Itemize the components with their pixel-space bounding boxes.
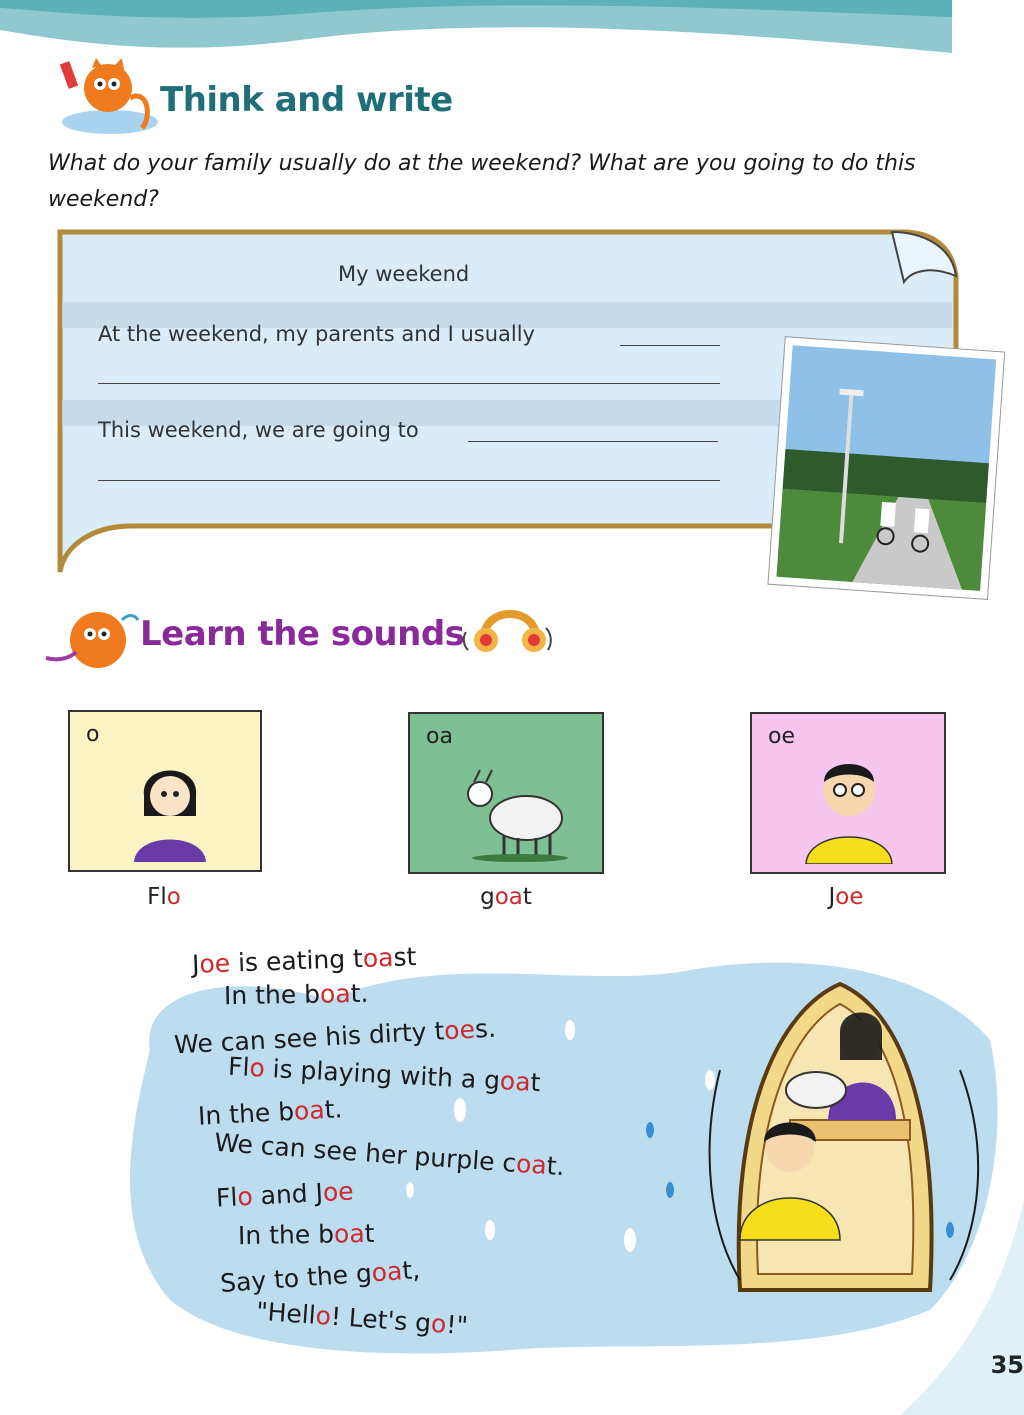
poem-line-hl: oa [515, 1148, 548, 1180]
sound-card-oa [408, 712, 604, 874]
word-goat-pre: g [480, 884, 495, 910]
poem-line-pre: In the b [237, 1219, 335, 1251]
poem-line-post: and J [251, 1178, 324, 1211]
poem-line [238, 1219, 375, 1250]
learn-the-sounds-title: Learn the sounds [140, 614, 465, 654]
poem-line-hl2: oa [499, 1066, 532, 1097]
poem-line-post2: !" [445, 1309, 469, 1341]
poem-line-hl: o [248, 1052, 266, 1083]
poem-line-post2: st [392, 942, 417, 972]
poem-line-pre: In the b [223, 979, 321, 1011]
poem-line-pre: In the b [197, 1096, 295, 1131]
sound-card-o [68, 710, 262, 872]
poem-line-pre: "Hell [255, 1296, 317, 1330]
cat-listening-icon [42, 600, 142, 692]
answer-blank-1b[interactable] [98, 383, 720, 384]
poem-line-post2: t [529, 1067, 542, 1098]
poem-line-hl: oe [443, 1014, 476, 1046]
flo-character-icon [130, 752, 210, 862]
answer-blank-2b[interactable] [98, 480, 720, 481]
poem-line-hl: o [236, 1181, 254, 1212]
poem-line-hl: oa [319, 979, 351, 1009]
writing-prompt: What do your family usually do at the weekend? What are you going to do this weekend? [48, 151, 916, 212]
sentence-starter-1: At the weekend, my parents and I usually [98, 322, 535, 346]
poem-line-pre: Fl [227, 1051, 251, 1082]
joe-character-icon [802, 748, 896, 864]
poem-line-hl: o [314, 1300, 332, 1331]
poem-line [224, 979, 369, 1011]
poem-line-pre: We can see her purple c [213, 1127, 518, 1178]
word-joe [786, 884, 906, 910]
poem-line-hl: oa [333, 1218, 365, 1249]
poem-line-hl: oa [370, 1256, 404, 1288]
poem-line-post: ! Let's g [329, 1301, 433, 1338]
boat-illustration [700, 970, 990, 1300]
page-number: 35 [990, 1351, 1024, 1379]
poem-line-hl: oa [293, 1095, 326, 1126]
sound-label-oe: oe [768, 724, 795, 749]
poem-line-post: s. [474, 1013, 497, 1044]
poem-line-pre: We can see his dirty t [173, 1016, 445, 1060]
cycling-park-photo [760, 336, 1010, 610]
poem-line-post: t. [323, 1094, 344, 1125]
poem-line-post: is eating t [229, 943, 364, 978]
sound-label-oa: oa [426, 724, 453, 749]
goat-icon [460, 764, 570, 864]
panel-title: My weekend [338, 262, 470, 286]
poem-line-post: t, [401, 1255, 421, 1286]
sound-card-oe [750, 712, 946, 874]
poem-line-pre: J [191, 949, 200, 979]
answer-blank-1a[interactable] [620, 345, 720, 346]
poem-line-hl: oe [198, 948, 231, 979]
word-goat [446, 884, 566, 910]
poem-line-pre: Say to the g [219, 1258, 373, 1298]
poem-line-hl2: oa [362, 942, 394, 973]
word-goat-post: t [522, 884, 532, 910]
poem-line-hl2: oe [322, 1176, 355, 1207]
poem-line-hl2: o [430, 1308, 448, 1339]
headphones-icon [462, 602, 558, 658]
poem-line-post: t. [545, 1151, 566, 1182]
sound-label-o: o [86, 722, 100, 747]
word-flo [104, 884, 224, 910]
word-flo-pre: Fl [147, 884, 167, 910]
answer-blank-2a[interactable] [468, 441, 718, 442]
word-joe-pre: J [828, 884, 836, 910]
cat-mascot-icon [52, 58, 158, 138]
poem-line-pre: Fl [215, 1182, 239, 1213]
word-joe-highlight: oe [835, 884, 864, 910]
word-flo-highlight: o [166, 884, 181, 910]
poem-line-post: is playing with a g [264, 1053, 501, 1096]
word-goat-highlight: oa [494, 884, 523, 910]
sentence-starter-2: This weekend, we are going to [98, 418, 419, 442]
poem-line-post: t [364, 1218, 375, 1248]
think-and-write-title: Think and write [160, 80, 453, 120]
poem-line-post: t. [350, 978, 369, 1009]
